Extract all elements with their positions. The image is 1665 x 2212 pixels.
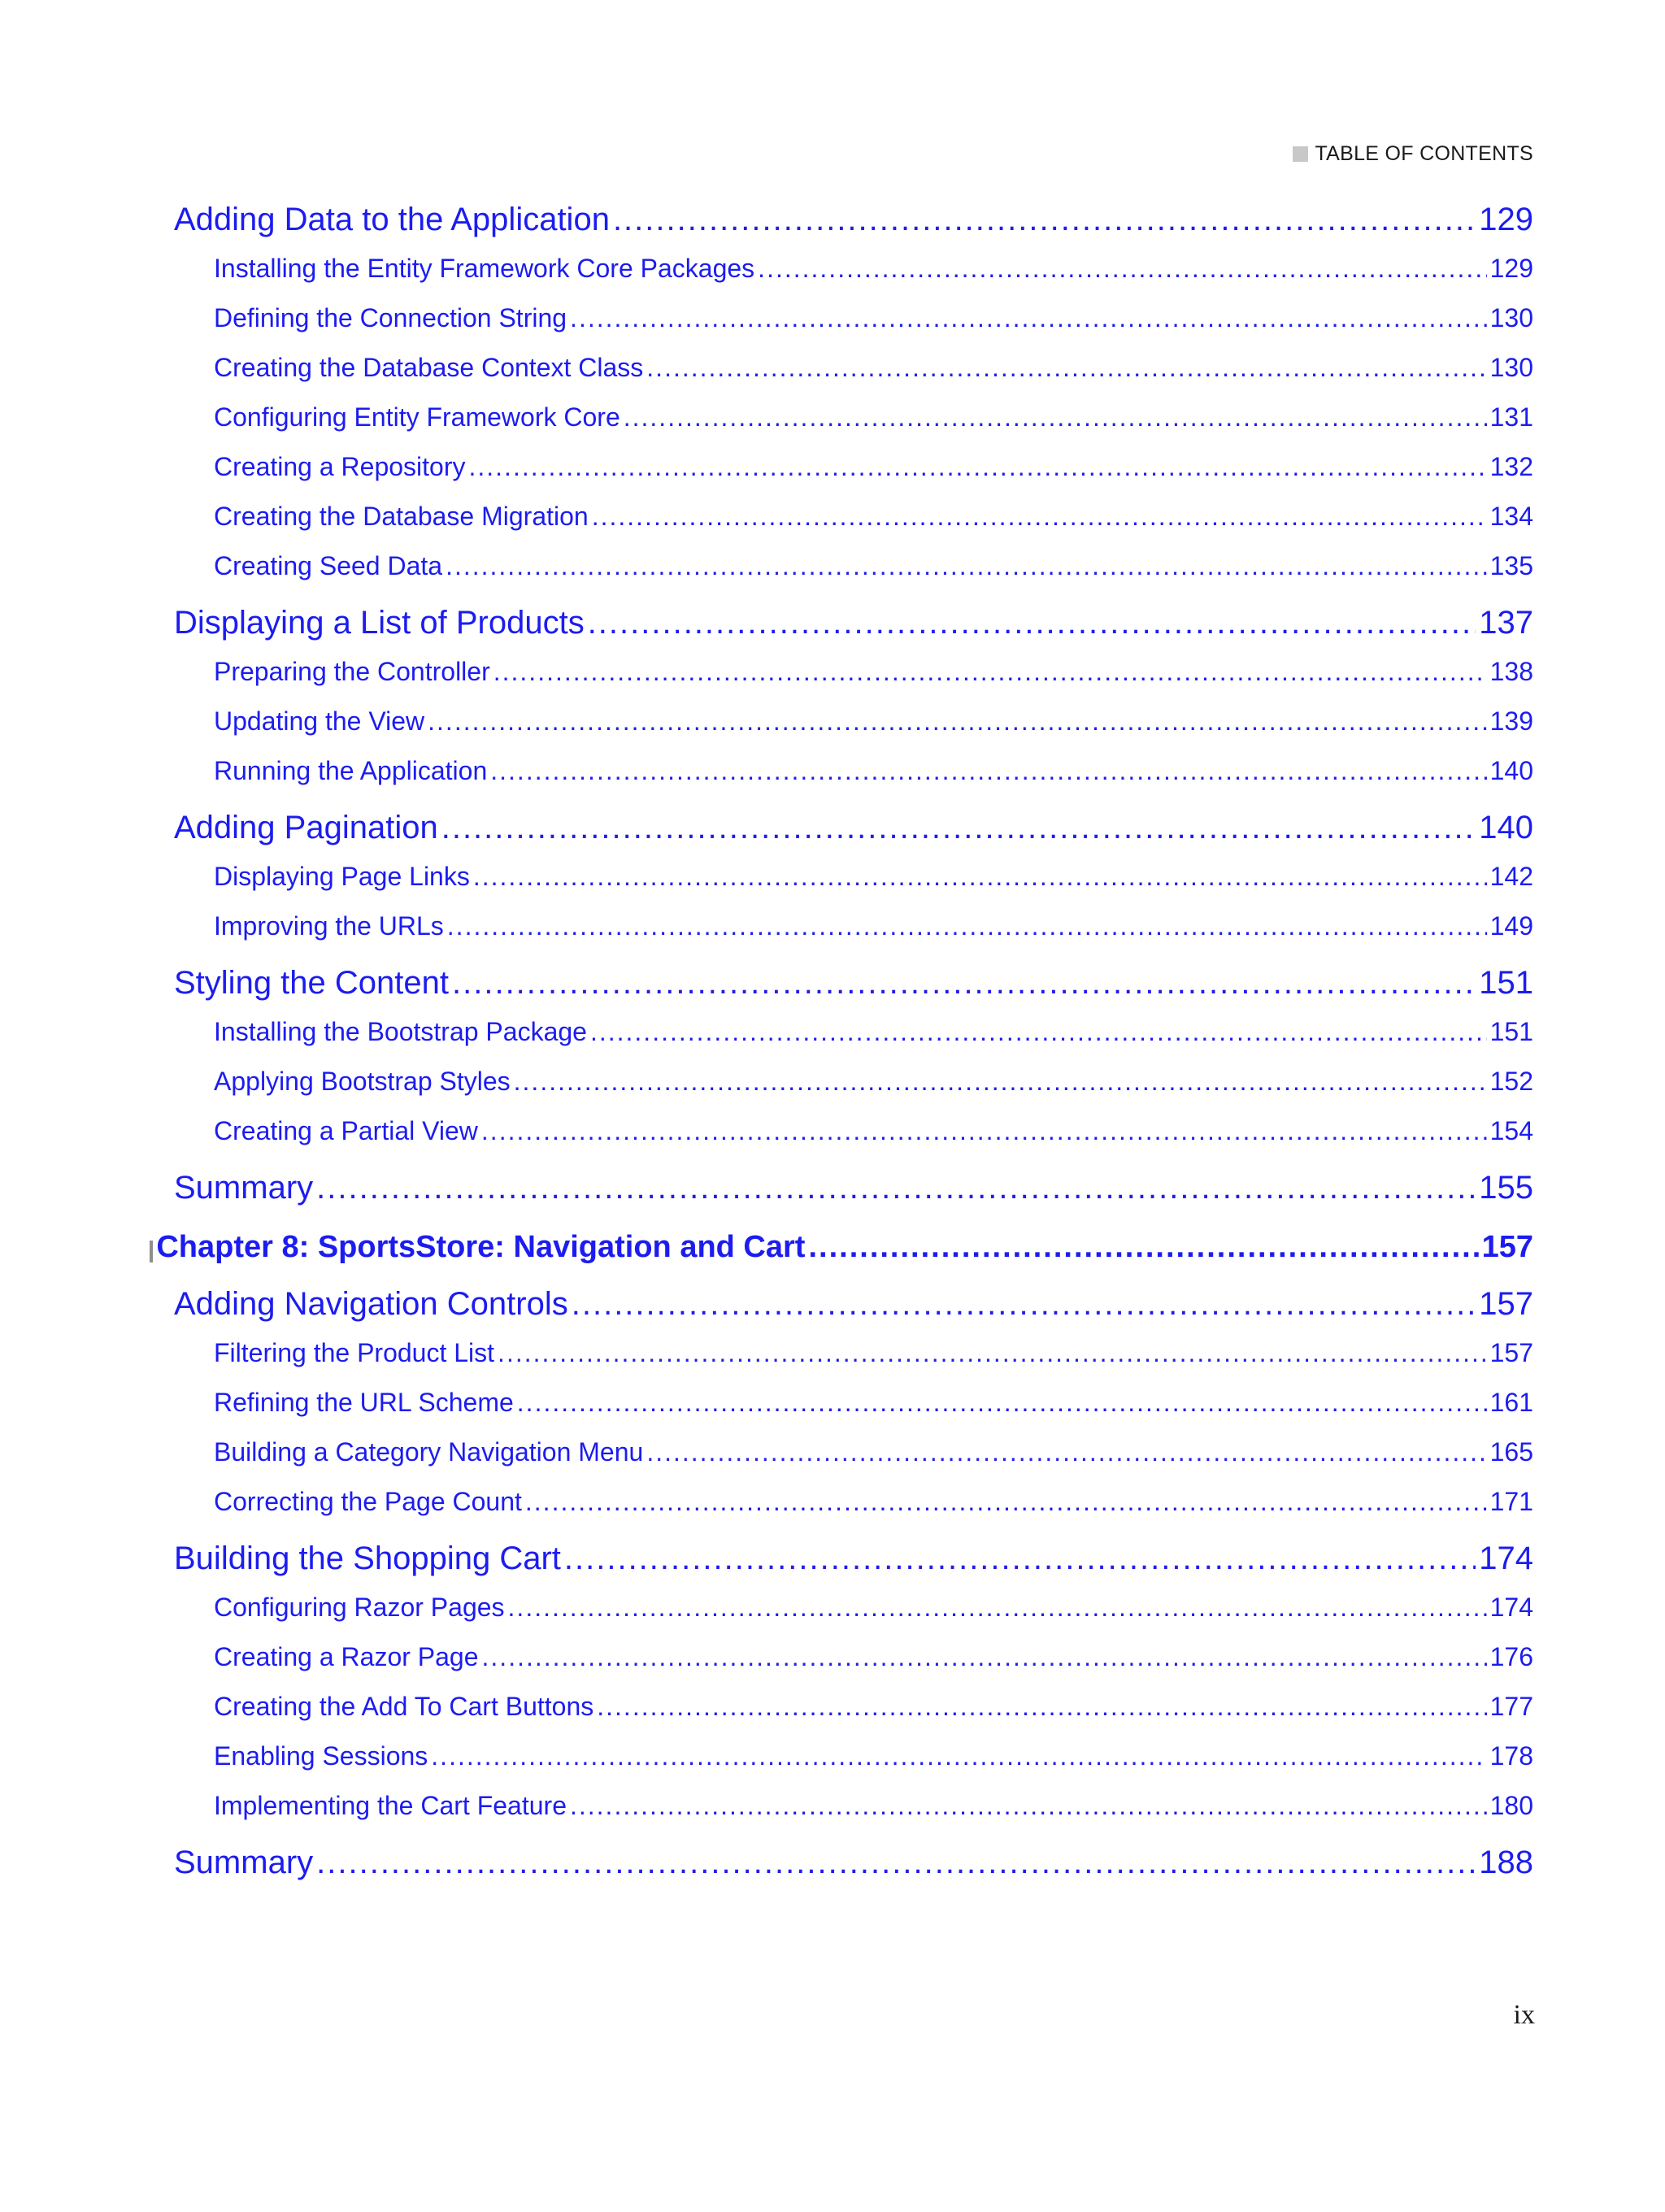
toc-entry-page: 130 (1489, 303, 1533, 332)
toc-entry-title: Creating the Add To Cart Buttons (214, 1692, 594, 1721)
dot-leader (514, 1067, 1487, 1097)
toc-entry-page: 188 (1479, 1845, 1533, 1880)
toc-entry-page: 129 (1479, 202, 1533, 237)
toc-entry-page: 152 (1489, 1067, 1533, 1096)
toc-subsection-entry[interactable] (214, 1338, 1533, 1374)
dot-leader (758, 254, 1486, 284)
toc-subsection-entry[interactable] (214, 402, 1533, 438)
dot-leader (482, 1642, 1487, 1672)
toc-entry-title: Styling the Content (174, 965, 449, 1001)
toc-entry-title: Creating a Razor Page (214, 1642, 479, 1671)
toc-entry-title: Summary (174, 1170, 314, 1206)
toc-entry-title: Correcting the Page Count (214, 1487, 522, 1516)
dot-leader (570, 1791, 1487, 1821)
toc-subsection-entry[interactable] (214, 551, 1533, 587)
toc-entry-page: 174 (1489, 1593, 1533, 1622)
dot-leader (441, 810, 1476, 846)
toc-entry-title: Creating Seed Data (214, 551, 443, 580)
toc-entry-page: 138 (1489, 657, 1533, 686)
dot-leader (431, 1741, 1486, 1771)
toc-subsection-entry[interactable] (214, 502, 1533, 537)
toc-entry-page: 171 (1489, 1487, 1533, 1516)
toc-entry-page: 157 (1489, 1338, 1533, 1367)
running-header-label: TABLE OF CONTENTS (1315, 142, 1533, 165)
toc-entry-page: 151 (1489, 1017, 1533, 1046)
toc-entry-title: Creating the Database Migration (214, 502, 589, 531)
toc-section-entry[interactable] (174, 810, 1533, 852)
toc-entry-title: Adding Data to the Application (174, 202, 610, 237)
dot-leader (428, 706, 1486, 737)
toc-chapter-entry[interactable] (150, 1230, 1533, 1272)
toc-entry-page: 134 (1489, 502, 1533, 531)
toc-subsection-entry[interactable] (214, 353, 1533, 389)
toc-entry-title: Displaying a List of Products (174, 605, 585, 641)
toc-entry-page: 176 (1489, 1642, 1533, 1671)
toc-entry-title: Building the Shopping Cart (174, 1541, 561, 1576)
page-number: ix (1513, 2000, 1535, 2030)
toc-entry-page: 130 (1489, 353, 1533, 382)
toc-entry-page: 174 (1479, 1541, 1533, 1576)
dot-leader (613, 202, 1476, 238)
toc-entry-page: 142 (1489, 862, 1533, 891)
dot-leader (517, 1388, 1487, 1418)
toc-entry-page: 131 (1489, 402, 1533, 432)
toc-subsection-entry[interactable] (214, 254, 1533, 289)
dot-leader (446, 551, 1487, 581)
dot-leader (508, 1593, 1487, 1623)
header-square-icon (1293, 146, 1308, 162)
toc-entry-title: Chapter 8: SportsStore: Navigation and Cart (156, 1230, 806, 1264)
toc-entry-page: 165 (1489, 1437, 1533, 1467)
dot-leader (447, 911, 1487, 941)
dot-leader (624, 402, 1487, 432)
dot-leader (316, 1845, 1476, 1881)
toc-subsection-entry[interactable] (214, 862, 1533, 897)
toc-entry-title: Installing the Bootstrap Package (214, 1017, 587, 1046)
toc-subsection-entry[interactable] (214, 1642, 1533, 1678)
toc-entry-title: Configuring Razor Pages (214, 1593, 505, 1622)
toc-entry-page: 157 (1479, 1286, 1533, 1322)
dot-leader (646, 1437, 1486, 1467)
toc-entry-page: 140 (1479, 810, 1533, 845)
toc-entry-title: Creating a Partial View (214, 1116, 478, 1145)
toc-entry-page: 157 (1481, 1230, 1533, 1264)
dot-leader (590, 1017, 1487, 1047)
toc-entry-title: Building a Category Navigation Menu (214, 1437, 644, 1467)
toc-entry-title: Applying Bootstrap Styles (214, 1067, 511, 1096)
toc-section-entry[interactable] (174, 1170, 1533, 1212)
toc-subsection-entry[interactable] (214, 1388, 1533, 1423)
running-header (1293, 142, 1533, 166)
dot-leader (808, 1230, 1478, 1265)
toc-entry-title: Creating the Database Context Class (214, 353, 644, 382)
toc-subsection-entry[interactable] (214, 1692, 1533, 1727)
toc-entry-title: Filtering the Product List (214, 1338, 495, 1367)
toc-section-entry[interactable] (174, 1541, 1533, 1583)
toc-subsection-entry[interactable] (214, 452, 1533, 488)
toc-entry-page: 139 (1489, 706, 1533, 736)
dot-leader (481, 1116, 1487, 1146)
toc-entry-page: 137 (1479, 605, 1533, 641)
toc-entry-title: Configuring Entity Framework Core (214, 402, 620, 432)
toc-subsection-entry[interactable] (214, 1017, 1533, 1053)
toc-entry-page: 149 (1489, 911, 1533, 941)
toc-entry-page: 151 (1479, 965, 1533, 1001)
dot-leader (588, 605, 1476, 641)
toc-subsection-entry[interactable] (214, 1116, 1533, 1152)
toc-entry-page: 178 (1489, 1741, 1533, 1771)
toc-section-entry[interactable] (174, 1286, 1533, 1328)
toc-entry-title: Running the Application (214, 756, 488, 785)
toc-entry-page: 177 (1489, 1692, 1533, 1721)
toc-entry-title: Improving the URLs (214, 911, 444, 941)
dot-leader (572, 1286, 1476, 1323)
toc-entry-title: Updating the View (214, 706, 425, 736)
toc-subsection-entry[interactable] (214, 1593, 1533, 1628)
toc-subsection-entry[interactable] (214, 1437, 1533, 1473)
toc-subsection-entry[interactable] (214, 756, 1533, 792)
toc-entry-page: 161 (1489, 1388, 1533, 1417)
toc-subsection-entry[interactable] (214, 706, 1533, 742)
dot-leader (564, 1541, 1476, 1577)
toc-entry-title: Adding Navigation Controls (174, 1286, 568, 1322)
toc-entry-page: 180 (1489, 1791, 1533, 1820)
dot-leader (498, 1338, 1487, 1368)
toc-entry-title: Creating a Repository (214, 452, 466, 481)
toc-section-entry[interactable] (174, 605, 1533, 647)
toc-subsection-entry[interactable] (214, 303, 1533, 339)
toc-entry-title: Preparing the Controller (214, 657, 490, 686)
dot-leader (592, 502, 1487, 532)
toc-subsection-entry[interactable] (214, 1791, 1533, 1827)
toc-subsection-entry[interactable] (214, 1067, 1533, 1102)
dot-leader (493, 657, 1487, 687)
toc-entry-page: 155 (1479, 1170, 1533, 1206)
dot-leader (468, 452, 1486, 482)
dot-leader (646, 353, 1486, 383)
toc-entry-title: Installing the Entity Framework Core Packages (214, 254, 755, 283)
chapter-square-icon (150, 1241, 153, 1262)
toc-entry-page: 129 (1489, 254, 1533, 283)
toc-entry-title: Implementing the Cart Feature (214, 1791, 567, 1820)
dot-leader (316, 1170, 1476, 1206)
toc-section-entry[interactable] (174, 1845, 1533, 1887)
toc-entry-page: 135 (1489, 551, 1533, 580)
toc-entry-title: Adding Pagination (174, 810, 438, 845)
toc-entry-title: Refining the URL Scheme (214, 1388, 514, 1417)
toc-entry-page: 140 (1489, 756, 1533, 785)
dot-leader (452, 965, 1476, 1002)
dot-leader (570, 303, 1487, 333)
toc-subsection-entry[interactable] (214, 1487, 1533, 1523)
toc-subsection-entry[interactable] (214, 1741, 1533, 1777)
dot-leader (473, 862, 1487, 892)
toc-section-entry[interactable] (174, 202, 1533, 244)
toc-subsection-entry[interactable] (214, 657, 1533, 693)
toc-entry-page: 132 (1489, 452, 1533, 481)
toc-entry-title: Summary (174, 1845, 314, 1880)
dot-leader (490, 756, 1486, 786)
toc-entry-page: 154 (1489, 1116, 1533, 1145)
dot-leader (525, 1487, 1487, 1517)
toc-subsection-entry[interactable] (214, 911, 1533, 947)
toc-entry-title: Displaying Page Links (214, 862, 470, 891)
dot-leader (597, 1692, 1486, 1722)
toc-section-entry[interactable] (174, 965, 1533, 1007)
toc-entry-title: Defining the Connection String (214, 303, 567, 332)
toc-entry-title: Enabling Sessions (214, 1741, 428, 1771)
